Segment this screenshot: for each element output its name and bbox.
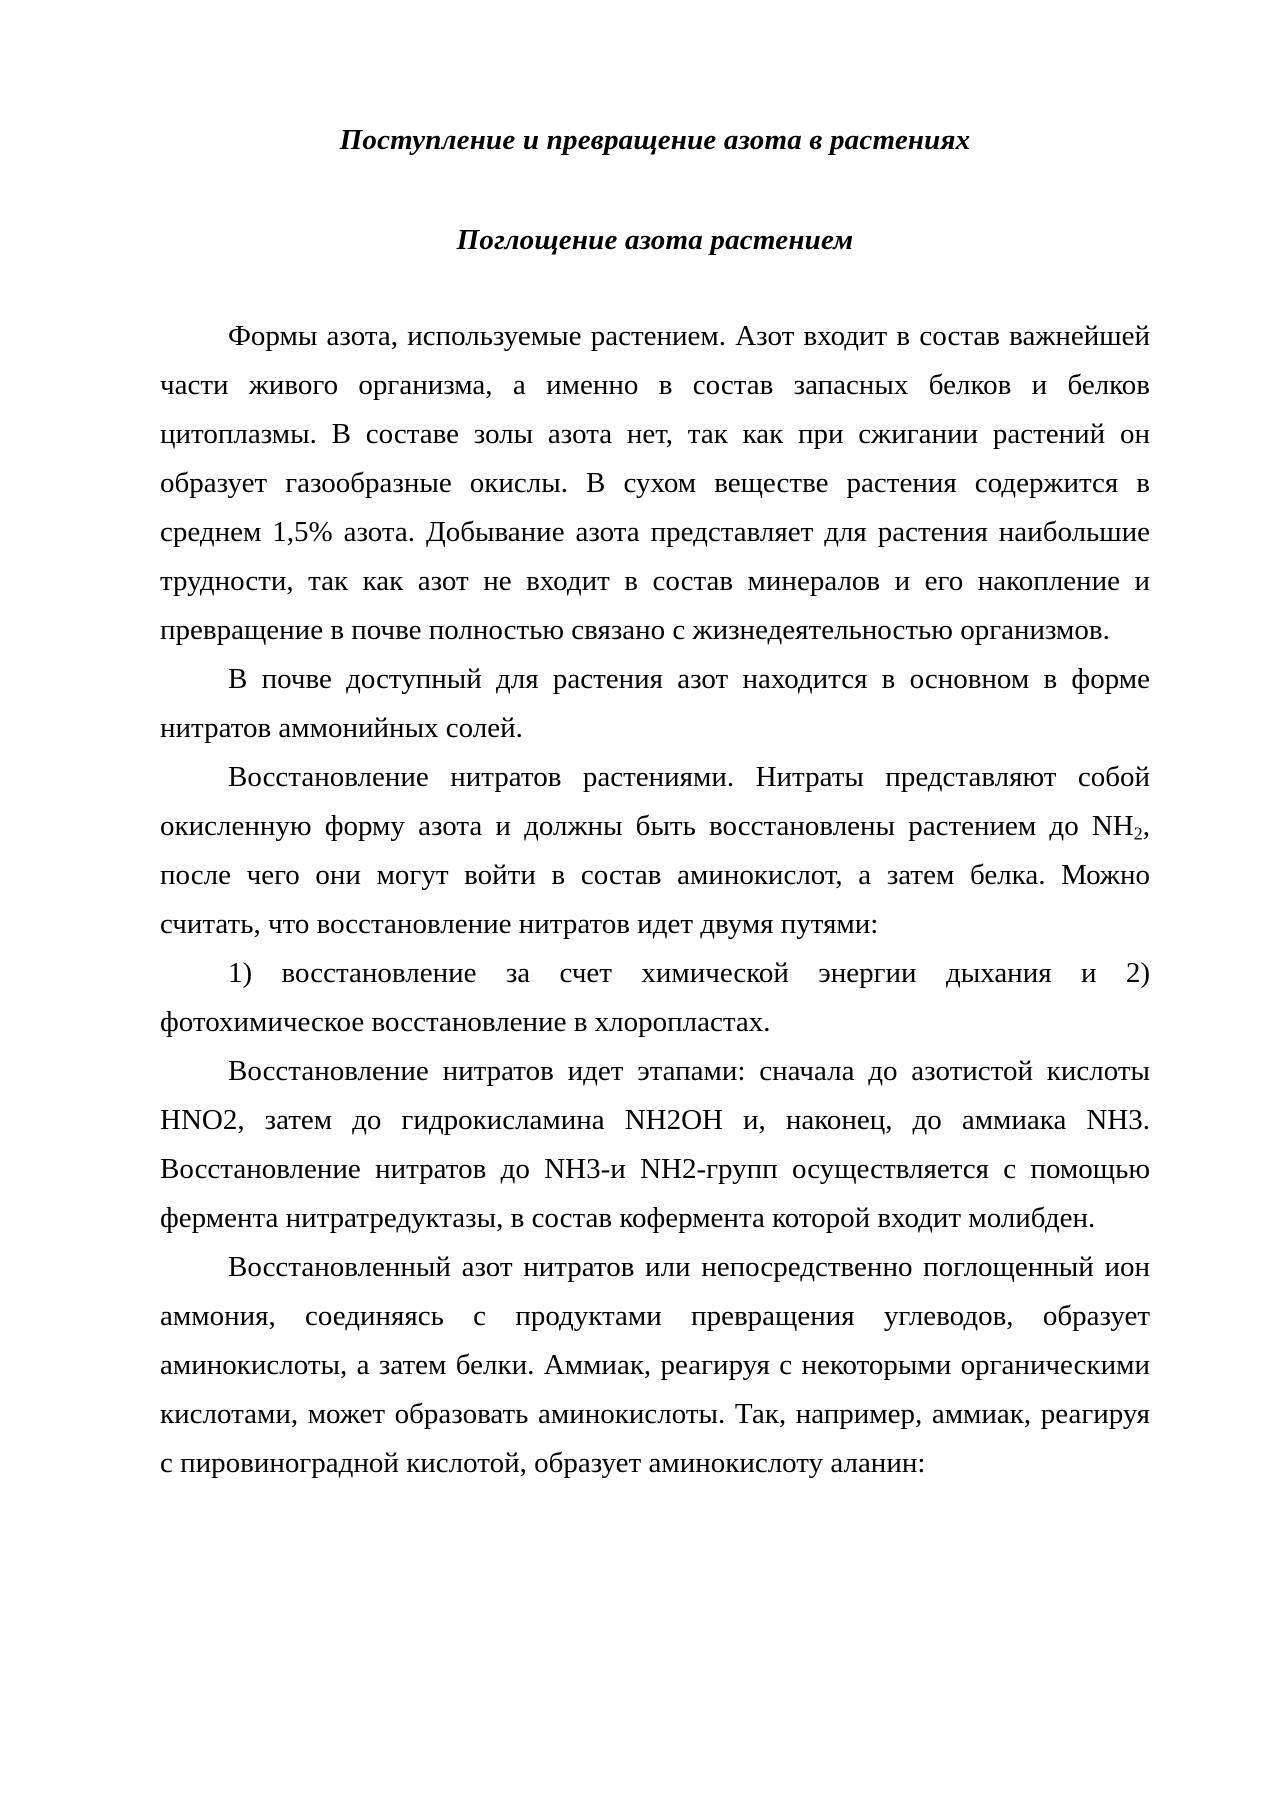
paragraph-soil-nitrogen-forms: В почве доступный для растения азот находится в основном в форме нитратов аммонийных солей.: [160, 663, 1150, 744]
paragraph-two-reduction-pathways: 1) восстановление за счет химической энергии дыхания и 2) фотохимическое восстановление в хлоропластах.: [160, 957, 1150, 1038]
paragraph-reduction-stages: Восстановление нитратов идет этапами: сначала до азотистой кислоты HNO2, затем до гидрокисламина NH2OH и, наконец, до аммиака NH3. Восстановление нитратов до NH3-и NH2-групп осуществляется с помощью фермента нитратредуктазы, в состав кофермента которой входит молибден.: [160, 1055, 1150, 1234]
document-title: Поступление и превращение азота в растениях: [339, 124, 971, 156]
paragraph-forms-of-nitrogen: Формы азота, используемые растением. Азот входит в состав важнейшей части живого организма, а именно в состав запасных белков и белков цитоплазмы. В составе золы азота нет, так как при сжигании растений он образует газообразные окислы. В сухом веществе растения содержится в среднем 1,5% азота. Добывание азота представляет для растения наибольшие трудности, так как азот не входит в состав минералов и его накопление и превращение в почве полностью связано с жизнедеятельностью организмов.: [160, 320, 1150, 646]
document-body: [160, 312, 1150, 1488]
section-heading: Поглощение азота растением: [456, 224, 854, 256]
paragraph-amino-acid-formation: Восстановленный азот нитратов или непосредственно поглощенный ион аммония, соединяясь с продуктами превращения углеводов, образует аминокислоты, а затем белки. Аммиак, реагируя с некоторыми органическими кислотами, может образовать аминокислоты. Так, например, аммиак, реагируя с пировиноградной кислотой, образует аминокислоту аланин:: [160, 1251, 1150, 1479]
paragraph-nitrate-reduction: [160, 753, 1150, 949]
paragraph-text-after-subscript: , после чего они могут войти в состав аминокислот, а затем белка. Можно считать, что восстановление нитратов идет двумя путями:: [160, 810, 1150, 940]
paragraph-text-before-subscript: Восстановление нитратов растениями. Нитраты представляют собой окисленную форму азота и должны быть восстановлены растением до NH: [160, 761, 1150, 842]
chemical-formula-subscript: 2: [1133, 823, 1143, 844]
